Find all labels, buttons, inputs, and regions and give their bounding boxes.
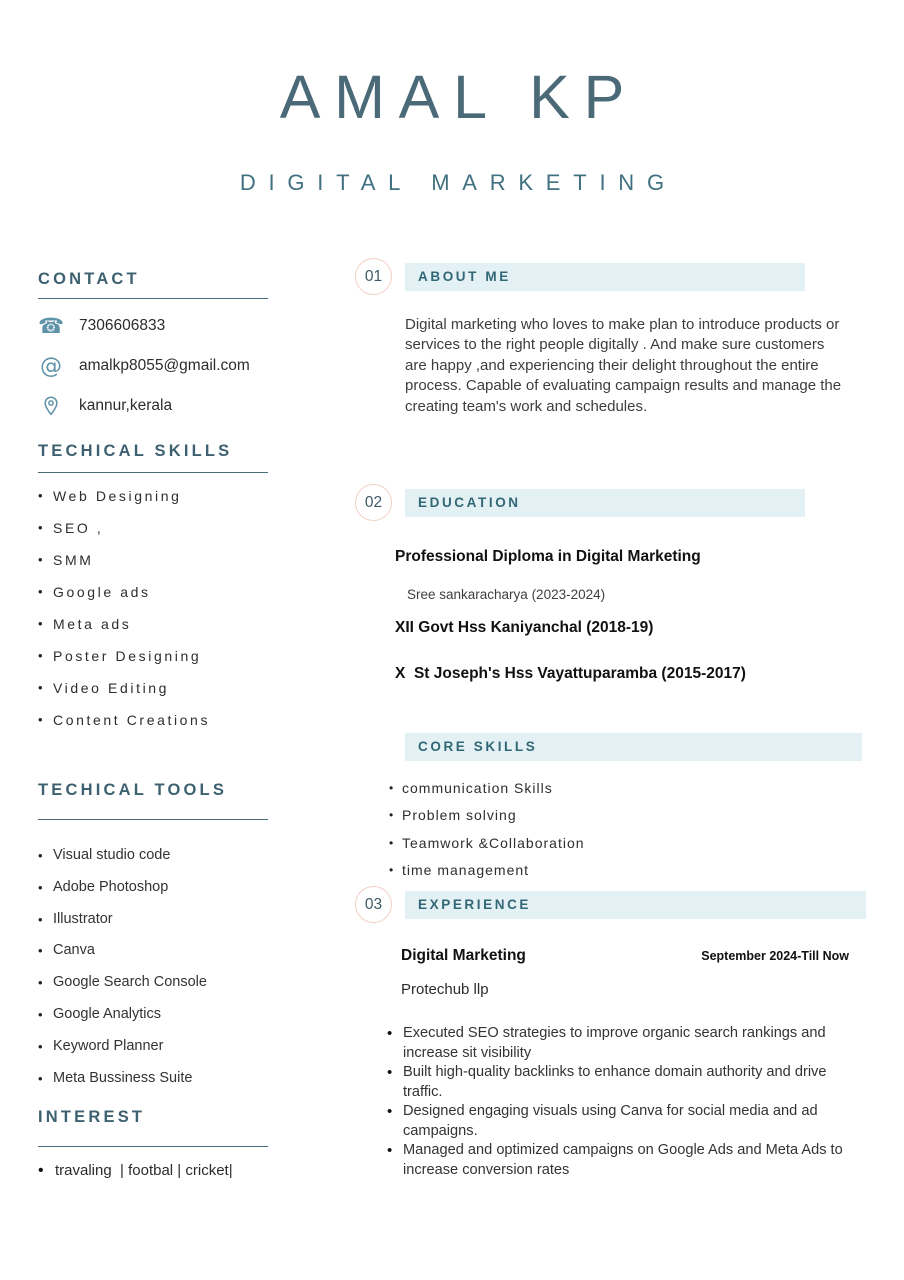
education-entry: XII Govt Hss Kaniyanchal (2018-19) [395,619,654,636]
list-item: • Google ads [38,576,268,608]
list-item: • Executed SEO strategies to improve organic search rankings and increase sit visibility [385,1024,847,1063]
education-entries [395,548,867,683]
contact-section [38,270,268,432]
list-item: • Canva [38,935,268,967]
about-text: Digital marketing who loves to make plan to introduce products or services to the right people digitally . And make sure customers are happy ,and experiencing their delight throughout the entire process. Capable of evaluating campaign results and manage the creating team's work and schedules. [405,316,842,415]
experience-entry [401,947,849,1180]
experience-period: September 2024-Till Now [701,949,849,963]
experience-header [355,886,867,923]
interest-heading: INTEREST [38,1108,268,1147]
experience-bullets [385,1024,847,1180]
list-item: • Problem solving [389,802,867,829]
phone-icon: ☎ [38,314,65,338]
list-item: • Teamwork &Collaboration [389,830,867,857]
technical-tools-list [38,840,268,1094]
interest-list [38,1160,268,1182]
list-item: • Google Search Console [38,967,268,999]
core-skills-title: CORE SKILLS [405,733,862,761]
list-item: • SEO , [38,512,268,544]
experience-title: EXPERIENCE [405,891,866,919]
core-skills-header [355,733,867,761]
list-item: • SMM [38,544,268,576]
person-name: AMAL KP [279,63,638,131]
technical-skills-list [38,480,268,736]
list-item: • Meta ads [38,608,268,640]
list-item: • Designed engaging visuals using Canva for social media and ad campaigns. [385,1102,847,1141]
list-item: • Visual studio code [38,840,268,872]
list-item: • communication Skills [389,775,867,802]
education-header [355,484,867,521]
technical-tools-heading: TECHICAL TOOLS [38,781,268,820]
experience-role: Digital Marketing [401,947,526,964]
contact-location-row [38,392,268,420]
job-title: DIGITAL MARKETING [239,170,677,195]
section-number-badge: 03 [355,886,392,923]
list-item: • Web Designing [38,480,268,512]
location-text: kannur,kerala [79,397,173,414]
experience-section [355,886,867,1180]
location-pin-icon [38,394,64,418]
contact-heading: CONTACT [38,270,268,299]
technical-skills-heading: TECHICAL SKILLS [38,442,268,473]
education-title: EDUCATION [405,489,805,517]
list-item: • Content Creations [38,704,268,736]
core-skills-section [355,733,867,884]
resume-header [0,62,904,196]
list-item: • Managed and optimized campaigns on Google Ads and Meta Ads to increase conversion rates [385,1141,847,1180]
about-header [355,258,867,295]
phone-number: 7306606833 [79,317,166,334]
education-entry: Professional Diploma in Digital Marketing [395,548,701,565]
list-item: • Poster Designing [38,640,268,672]
experience-company: Protechub llp [401,981,489,998]
about-title: ABOUT ME [405,263,805,291]
list-item: • Keyword Planner [38,1031,268,1063]
education-entry: X St Joseph's Hss Vayattuparamba (2015-2017) [395,665,746,682]
contact-email-row [38,352,268,380]
list-item: • time management [389,857,867,884]
contact-phone-row [38,312,268,340]
email-icon: @ [40,353,62,379]
core-skills-list [389,775,867,884]
list-item: • Built high-quality backlinks to enhance domain authority and drive traffic. [385,1063,847,1102]
interest-section [38,1108,268,1182]
list-item: • Google Analytics [38,999,268,1031]
technical-skills-section [38,442,268,736]
education-entry: Sree sankaracharya (2023-2024) [407,587,606,602]
list-item: • travaling | footbal | cricket| [38,1160,268,1182]
list-item: • Illustrator [38,904,268,936]
contact-list [38,312,268,420]
experience-role-row [401,947,849,965]
list-item: • Video Editing [38,672,268,704]
technical-tools-section [38,781,268,1094]
email-address: amalkp8055@gmail.com [79,357,250,374]
list-item: • Meta Bussiness Suite [38,1063,268,1095]
about-section [355,258,867,417]
section-number-badge: 02 [355,484,392,521]
section-number-badge: 01 [355,258,392,295]
education-section [355,484,867,683]
list-item: • Adobe Photoshop [38,872,268,904]
